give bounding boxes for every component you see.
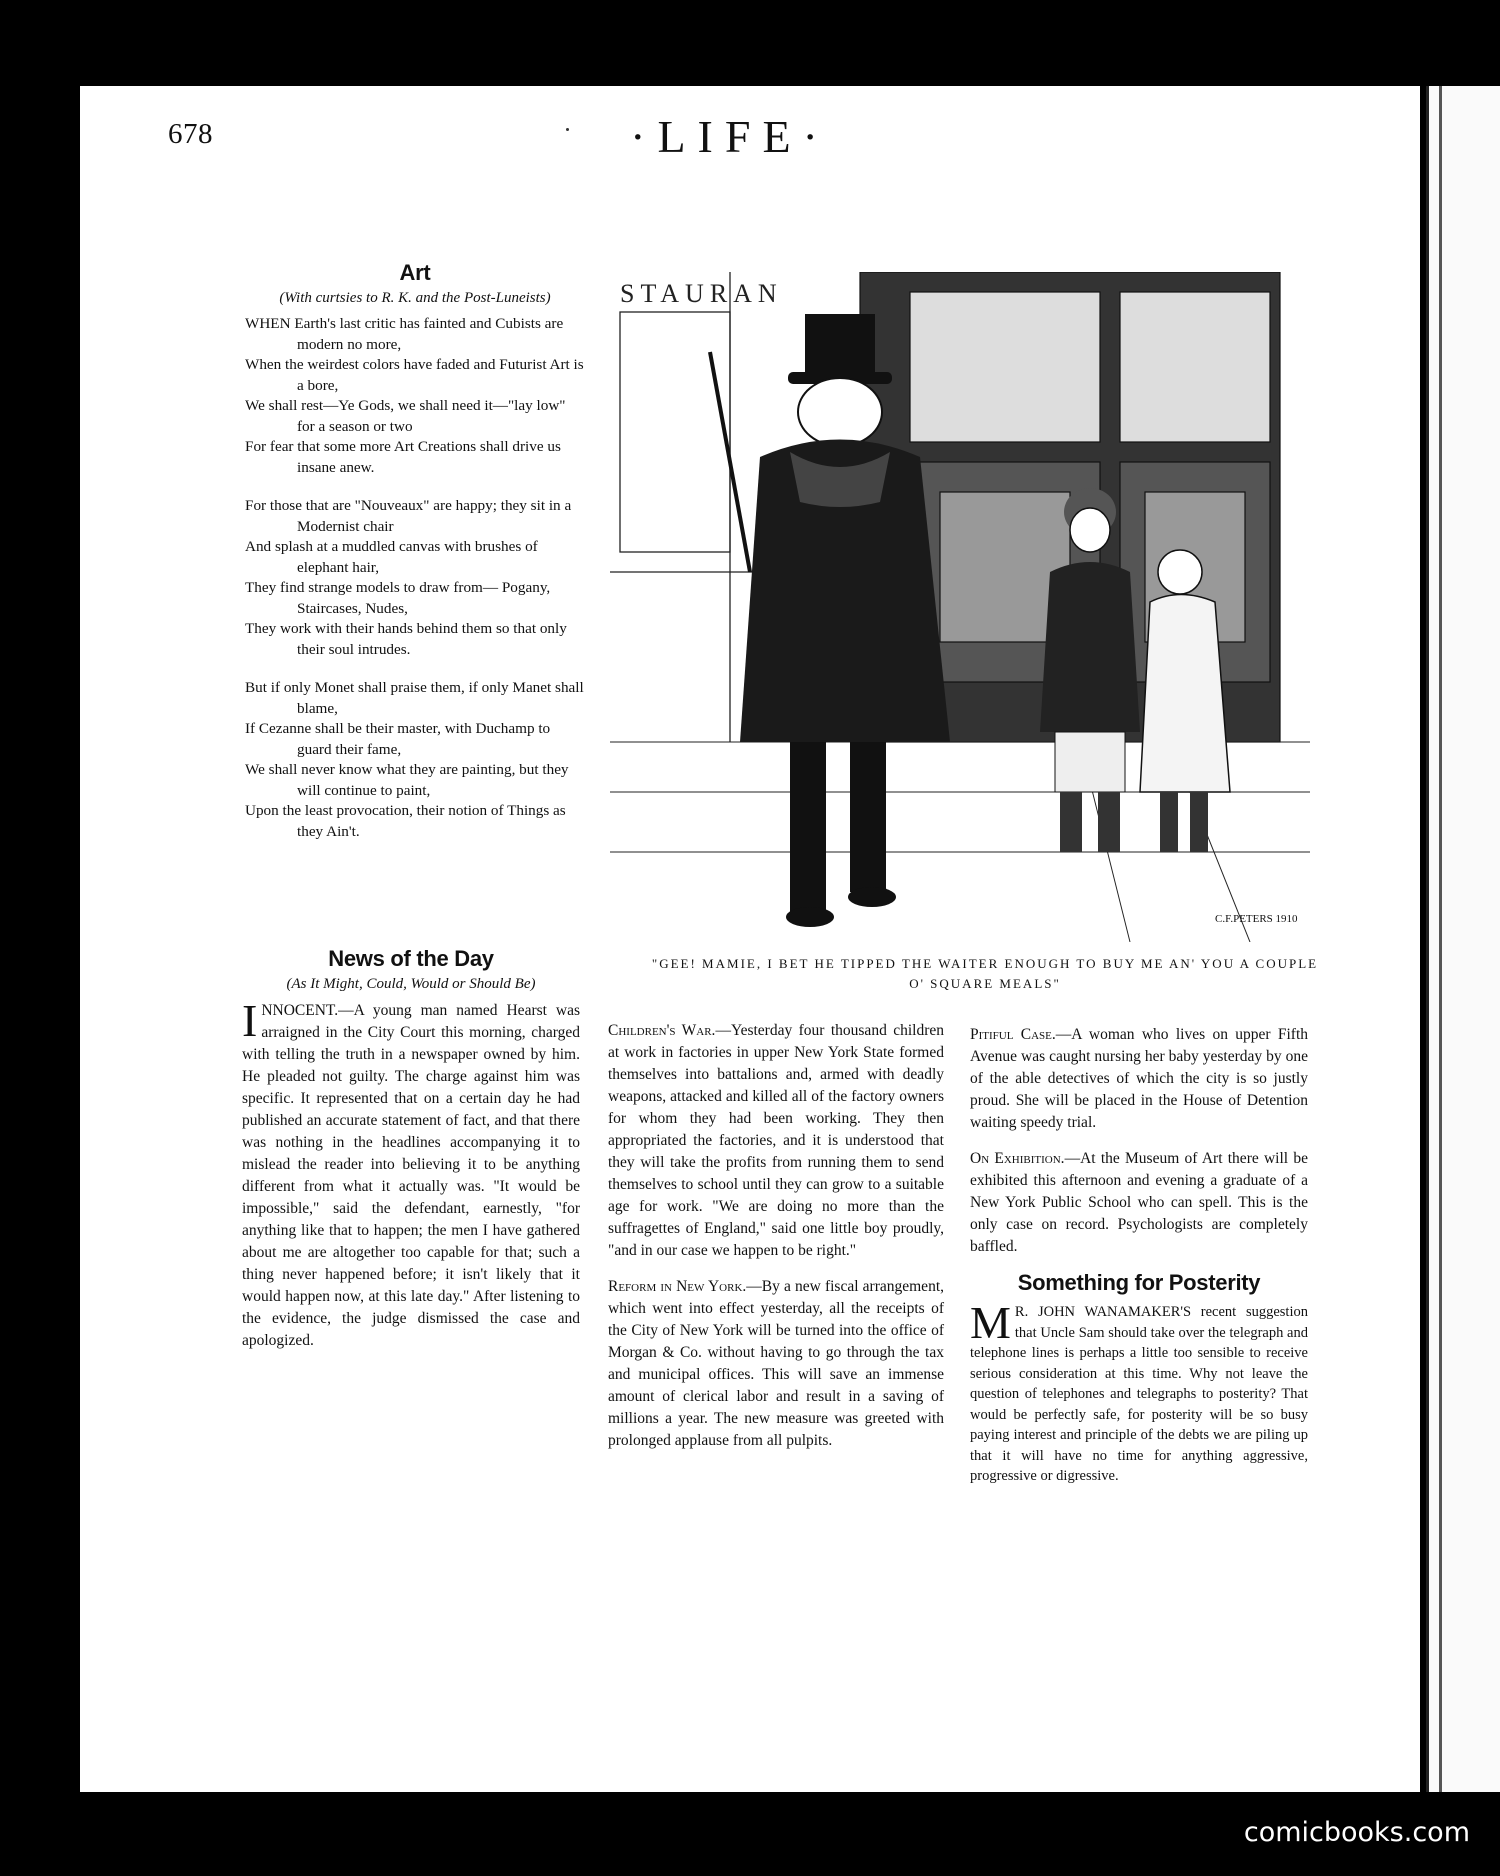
verse-line: We shall rest—Ye Gods, we shall need it—"lay low" for a season or two — [245, 397, 566, 435]
restaurant-sign: STAURAN — [620, 279, 783, 308]
verse-line: Upon the least provocation, their notion of Things as they Ain't. — [245, 802, 566, 840]
verse-line: We shall never know what they are painting, but they will continue to paint, — [245, 761, 569, 799]
reform-paragraph: Reform in New York.—By a new fiscal arrangement, which went into effect yesterday, all the receipts of the City of New York will be turned into the office of Morgan & Co. without having to go through the tax and municipal offices. This will save an immense amount of clerical labor and result in a saving of millions a year. The new measure was greeted with prolonged applause from all pulpits. — [608, 1278, 944, 1449]
drop-cap: M — [970, 1297, 1011, 1348]
verse-line: For fear that some more Art Creations shall drive us insane anew. — [245, 438, 561, 476]
site-watermark: comicbooks.com — [1243, 1817, 1470, 1848]
verse-line: When the weirdest colors have faded and Futurist Art is a bore, — [245, 356, 584, 394]
verse-line: If Cezanne shall be their master, with Duchamp to guard their fame, — [245, 720, 551, 758]
item-heading: Pitiful Case. — [970, 1026, 1056, 1043]
cartoon-caption: "GEE! MAMIE, I BET HE TIPPED THE WAITER ENOUGH TO BUY ME AN' YOU A COUPLE O' SQUARE MEALS" — [651, 956, 1319, 991]
page-speck — [566, 128, 569, 131]
innocent-paragraph: INNOCENT.—A young man named Hearst was arraigned in the City Court this morning, charged with telling the truth in a newspaper owned by him. He pleaded not guilty. The charge against him was specific. It represented that on a certain day he had published an accurate statement of fact, and that there was nothing in the headlines accompanying it to mislead the reader into believing it to be anything different from what it actually was. "It would be impossible," said the defendant, earnestly, "for anything like that to happen; the men I have gathered about me are altogether too capable for that; such a thing never happened before; it isn't likely that it would happen now, at this late day." After listening to the evidence, the judge dismissed the case and apologized. — [242, 995, 580, 1349]
masthead: ·LIFE· — [630, 111, 830, 162]
stanza — [245, 496, 585, 660]
pitiful-case-paragraph: Pitiful Case.—A woman who lives on upper Fifth Avenue was caught nursing her baby yesterday by one of the able detectives of which the city is so justly proud. She will be placed in the House of Detention waiting speedy trial. — [970, 1026, 1308, 1131]
next-page-edge — [1426, 86, 1500, 1792]
art-poem — [245, 262, 585, 860]
verse-line: And splash at a muddled canvas with brushes of elephant hair, — [245, 538, 538, 576]
verse-line: They find strange models to draw from— Pogany, Staircases, Nudes, — [245, 579, 551, 617]
exhibition-paragraph: On Exhibition.—At the Museum of Art there will be exhibited this afternoon and evening a graduate of a New York Public School who can spell. This is the only case on record. Psychologists are completely baffled. — [970, 1150, 1308, 1255]
cartoon-illustration — [610, 272, 1310, 942]
news-column-middle — [608, 1020, 944, 1466]
item-heading: Children's War. — [608, 1022, 716, 1039]
art-subtitle: (With curtsies to R. K. and the Post-Luneists) — [279, 290, 551, 306]
item-heading: Reform in New York. — [608, 1278, 747, 1295]
posterity-paragraph: M R. JOHN WANAMAKER'S recent suggestion that Uncle Sam should take over the telegraph and telephone lines is perhaps a little too sensible to receive serious consideration at this time. Why not leave the question of telephones and telegraphs to posterity? That would be perfectly safe, for posterity will be so busy paying interest and principle of the debts we are piling up that it will have no time for anything aggressive, progressive or digressive. — [970, 1297, 1308, 1484]
posterity-title: Something for Posterity — [1017, 1270, 1261, 1295]
verse-line: For those that are "Nouveaux" are happy; they sit in a Modernist chair — [245, 497, 572, 535]
page-number: 678 — [168, 118, 213, 150]
verse-line: They work with their hands behind them so that only their soul intrudes. — [245, 620, 567, 658]
news-subtitle: (As It Might, Could, Would or Should Be) — [286, 976, 536, 992]
news-of-the-day — [242, 948, 580, 1366]
news-title: News of the Day — [328, 946, 494, 971]
artist-signature: C.F.PETERS 1910 — [1215, 913, 1298, 925]
childrens-war-paragraph: Children's War.—Yesterday four thousand children at work in factories in upper New York State formed themselves into battalions and, armed with deadly weapons, attacked and killed all of the factory owners for whom they had been working. They then appropriated the factories, and it is understood that they will take the profits from running them to send themselves to school until they can grow to a suitable age for work. "We are doing no more than the suffragettes of England," said one little boy proudly, "and in our case we happen to be right." — [608, 1022, 945, 1259]
verse-line: WHEN Earth's last critic has fainted and Cubists are modern no more, — [245, 315, 564, 353]
art-verse — [245, 314, 585, 842]
drop-cap: I — [242, 995, 258, 1046]
news-column-right — [970, 1024, 1308, 1501]
art-title: Art — [399, 260, 431, 285]
item-heading: On Exhibition. — [970, 1150, 1065, 1167]
stanza — [245, 678, 585, 842]
verse-line: But if only Monet shall praise them, if only Manet shall blame, — [245, 679, 584, 717]
stanza — [245, 314, 585, 478]
